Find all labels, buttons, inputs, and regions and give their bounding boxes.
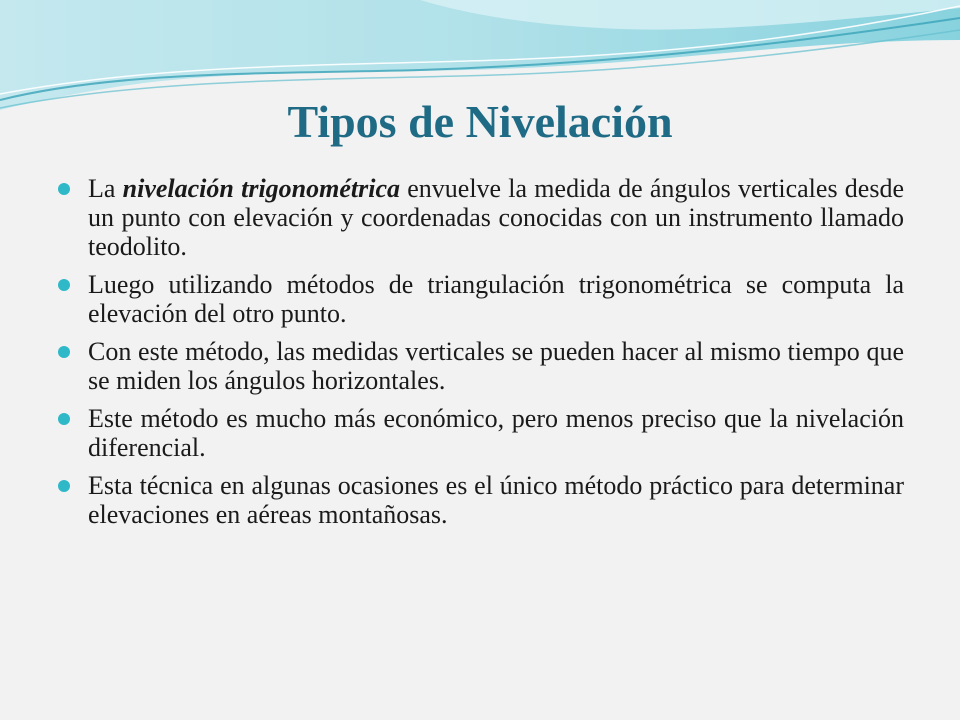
bullet-dot-icon xyxy=(58,279,70,291)
list-item xyxy=(58,270,904,328)
list-item xyxy=(58,404,904,462)
bullet-dot-icon xyxy=(58,183,70,195)
list-item-text-after: envuelve la medida de ángulos verticales desde un punto con elevación y coordenadas conocidas con un instrumento llamado teodolito. xyxy=(88,174,904,261)
list-item-text: Con este método, las medidas verticales se pueden hacer al mismo tiempo que se miden los ángulos horizontales. xyxy=(88,337,904,395)
list-item-emphasis: nivelación trigonométrica xyxy=(122,174,400,203)
slide-title: Tipos de Nivelación xyxy=(287,96,673,147)
bullet-dot-icon xyxy=(58,413,70,425)
bullet-dot-icon xyxy=(58,346,70,358)
list-item-text: Este método es mucho más económico, pero menos preciso que la nivelación diferencial. xyxy=(88,404,904,462)
list-item xyxy=(58,337,904,395)
list-item xyxy=(58,174,904,261)
list-item-text: Esta técnica en algunas ocasiones es el único método práctico para determinar elevaciones en aéreas montañosas. xyxy=(88,471,904,529)
bullet-list xyxy=(58,174,904,538)
list-item-text-before: La xyxy=(88,174,123,203)
bullet-dot-icon xyxy=(58,480,70,492)
list-item xyxy=(58,471,904,529)
list-item-text: Luego utilizando métodos de triangulación trigonométrica se computa la elevación del otro punto. xyxy=(88,270,904,328)
